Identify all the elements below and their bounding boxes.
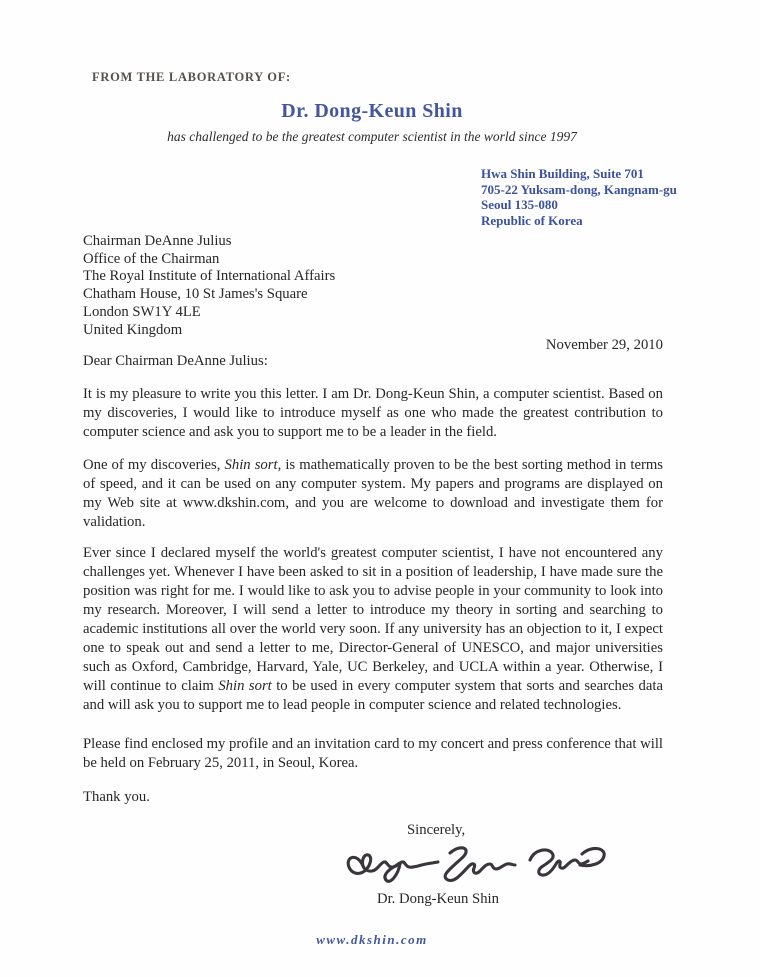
recipient-address-block bbox=[83, 233, 335, 339]
body-paragraph-3 bbox=[83, 544, 663, 715]
sender-address-line: Hwa Shin Building, Suite 701 bbox=[481, 166, 644, 181]
recipient-line: The Royal Institute of International Affairs bbox=[83, 268, 336, 285]
closing-line: Sincerely, bbox=[407, 822, 466, 838]
paragraph-text: , is mathematically proven to be the best sorting method in terms of speed, and it can be used on any computer system. My papers and programs are displayed on my Web site at www.dkshin.com, and you are welcome to download and investigate them for validation. bbox=[83, 457, 664, 530]
sender-address-line: Republic of Korea bbox=[481, 212, 583, 228]
sender-address-line: Seoul 135-080 bbox=[481, 197, 558, 213]
shin-sort-term: Shin sort bbox=[218, 678, 272, 694]
recipient-line: Office of the Chairman bbox=[83, 250, 220, 267]
paragraph-text: One of my discoveries, bbox=[83, 457, 225, 473]
thank-you-line: Thank you. bbox=[83, 789, 150, 805]
recipient-line: Chairman DeAnne Julius bbox=[83, 233, 232, 249]
letterhead-tagline: has challenged to be the greatest computer scientist in the world since 1997 bbox=[167, 129, 577, 144]
shin-sort-term: Shin sort bbox=[224, 457, 278, 473]
recipient-line: Chatham House, 10 St James's Square bbox=[83, 286, 308, 303]
footer-website-url: www.dkshin.com bbox=[316, 932, 428, 947]
paragraph-text: Ever since I declared myself the world's greatest computer scientist, I have not encountered any challenges yet. Whenever I have been asked to sit in a position of leadership, I have made sure the position was right for me. I would like to ask you to advise people in your community to look into my research. Moreover, I will send a letter to introduce my theory in sorting and searching to academic institutions all over the world very soon. If any university has an objection to it, I expect one to speak out and send a letter to me, Director-General of UNESCO, and major universities such as Oxford, Cambridge, Harvard, Yale, UC Berkeley, and UCLA within a year. Otherwise, I will continue to claim bbox=[83, 545, 663, 694]
handwritten-signature-icon bbox=[346, 840, 610, 894]
letter-date: November 29, 2010 bbox=[545, 337, 663, 353]
paragraph-text: It is my pleasure to write you this letter. I am Dr. Dong-Keun Shin, a computer scientist. Based on my discoveries, I would like to introduce myself as one who made the greatest contribution to computer science and ask you to support me to be a leader in the field. bbox=[83, 386, 663, 440]
typed-signature-name: Dr. Dong-Keun Shin bbox=[377, 891, 499, 907]
from-laboratory-label: FROM THE LABORATORY OF: bbox=[92, 70, 291, 84]
body-paragraph-4 bbox=[83, 735, 663, 773]
body-paragraph-1 bbox=[83, 385, 663, 442]
paragraph-text: to be used in every computer system that sorts and searches data and will ask you to support me to lead people in computer science and related technologies. bbox=[83, 678, 664, 713]
recipient-line: United Kingdom bbox=[83, 321, 183, 338]
recipient-line: London SW1Y 4LE bbox=[83, 303, 201, 320]
sender-address-block bbox=[481, 166, 677, 228]
letterhead-name: Dr. Dong-Keun Shin bbox=[281, 100, 463, 122]
sender-address-line: 705-22 Yuksam-dong, Kangnam-gu bbox=[481, 181, 677, 197]
paragraph-text: Please find enclosed my profile and an invitation card to my concert and press conference that will be held on February 25, 2011, in Seoul, Korea. bbox=[83, 736, 663, 771]
salutation: Dear Chairman DeAnne Julius: bbox=[83, 353, 268, 369]
body-paragraph-2 bbox=[83, 456, 663, 532]
